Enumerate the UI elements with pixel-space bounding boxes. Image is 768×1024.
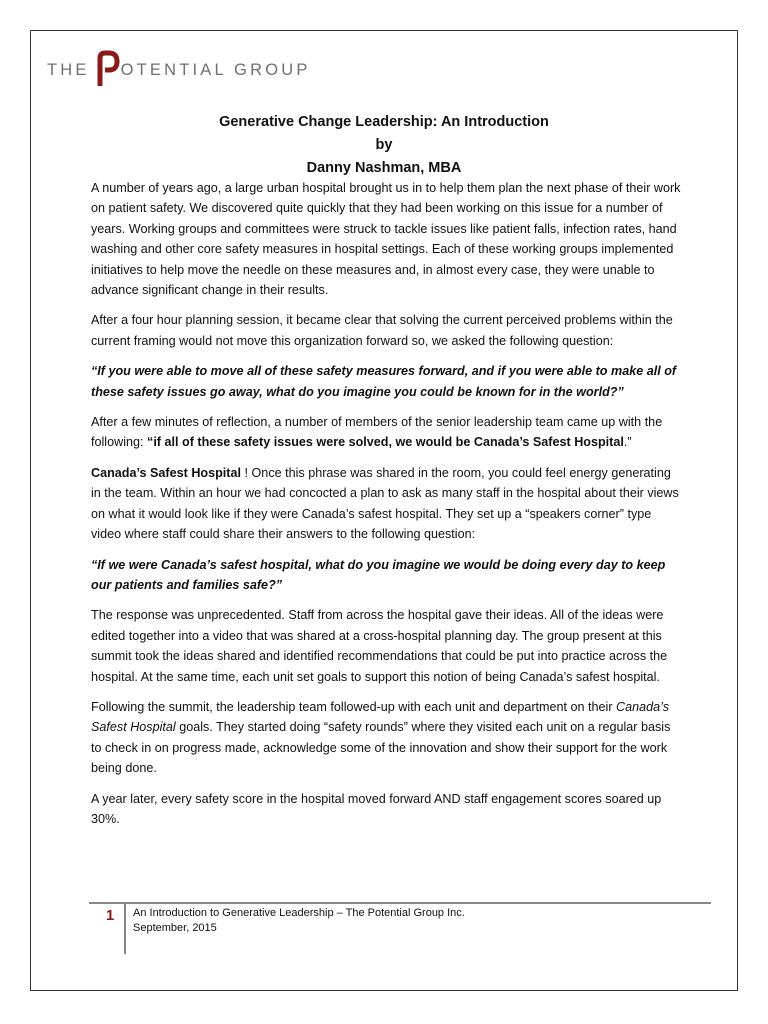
paragraph-5: The response was unprecedented. Staff from across the hospital gave their ideas. All of the ideas were edited together into a video that was shared at a cross-hospital planning day. The group present at this summit took the ideas shared and identified recommendations that could be put into practice across the hospital. At the same time, each unit set goals to support this notion of being Canada’s safest hospital. xyxy=(91,608,668,684)
footer-vertical-divider xyxy=(124,904,126,954)
paragraph-6-italic: Canada’s Safest Hospital xyxy=(91,699,670,735)
footer-text xyxy=(133,906,465,936)
paragraph-6 xyxy=(91,697,681,779)
paragraph-6-rest: goals. They started doing “safety rounds” where they visited each unit on a regular basis to check in on progress made, acknowledge some of the innovation and show their support for the work being done. xyxy=(91,720,671,776)
document-body xyxy=(91,178,681,839)
logo-p-mark-icon xyxy=(94,50,120,90)
logo-text-after: OTENTIAL GROUP xyxy=(120,60,311,79)
footer-divider xyxy=(89,902,711,904)
paragraph-7: A year later, every safety score in the hospital moved forward AND staff engagement scores soared up 30%. xyxy=(91,791,662,826)
paragraph-3-quote: “if all of these safety issues were solved, we would be Canada’s Safest Hospital xyxy=(147,435,624,450)
author-name: Danny Nashman, MBA xyxy=(306,160,462,176)
paragraph-4-bold: Canada’s Safest Hospital xyxy=(91,465,242,480)
question-quote-1: “If you were able to move all of these safety measures forward, and if you were able to make all of these safety issues go away, what do you imagine you could be known for in the world?” xyxy=(91,364,677,399)
paragraph-3-end: .” xyxy=(623,435,632,450)
paragraph-1: A number of years ago, a large urban hospital brought us in to help them plan the next phase of their work on patient safety. We discovered quite quickly that they had been working on this issue for a number of years. Working groups and committees were struck to tackle issues like patient falls, infection rates, hand washing and other core safety measures in hospital settings. Each of these working groups implemented initiatives to help move the needle on these measures and, in almost every case, they were unable to advance significant change in their results. xyxy=(91,181,681,298)
page-number: 1 xyxy=(105,907,115,924)
document-title: Generative Change Leadership: An Introduction xyxy=(219,114,549,130)
paragraph-6-lead: Following the summit, the leadership team followed-up with each unit and department on their xyxy=(91,699,613,714)
paragraph-3 xyxy=(91,412,681,453)
logo-text-before: THE xyxy=(47,60,90,79)
byline-by: by xyxy=(375,137,393,153)
paragraph-4 xyxy=(91,463,681,545)
paragraph-3-lead: After a few minutes of reflection, a number of members of the senior leadership team came up with the following: xyxy=(91,415,663,450)
footer-line-1: An Introduction to Generative Leadership – The Potential Group Inc. xyxy=(133,907,465,919)
footer-line-2: September, 2015 xyxy=(133,922,217,934)
title-block xyxy=(90,111,678,180)
paragraph-2: After a four hour planning session, it became clear that solving the current perceived problems within the current framing would not move this organization forward so, we asked the following question: xyxy=(91,313,673,348)
paragraph-4-rest: ! Once this phrase was shared in the room, you could feel energy generating in the team. Within an hour we had concocted a plan to ask as many staff in the hospital about their views on what it would look like if they were Canada’s safest hospital. They set up a “speakers corner” type video where staff could share their answers to the following question: xyxy=(91,465,679,542)
question-quote-2: “If we were Canada’s safest hospital, what do you imagine we would be doing every day to keep our patients and families safe?” xyxy=(91,557,666,592)
company-logo xyxy=(47,50,311,90)
